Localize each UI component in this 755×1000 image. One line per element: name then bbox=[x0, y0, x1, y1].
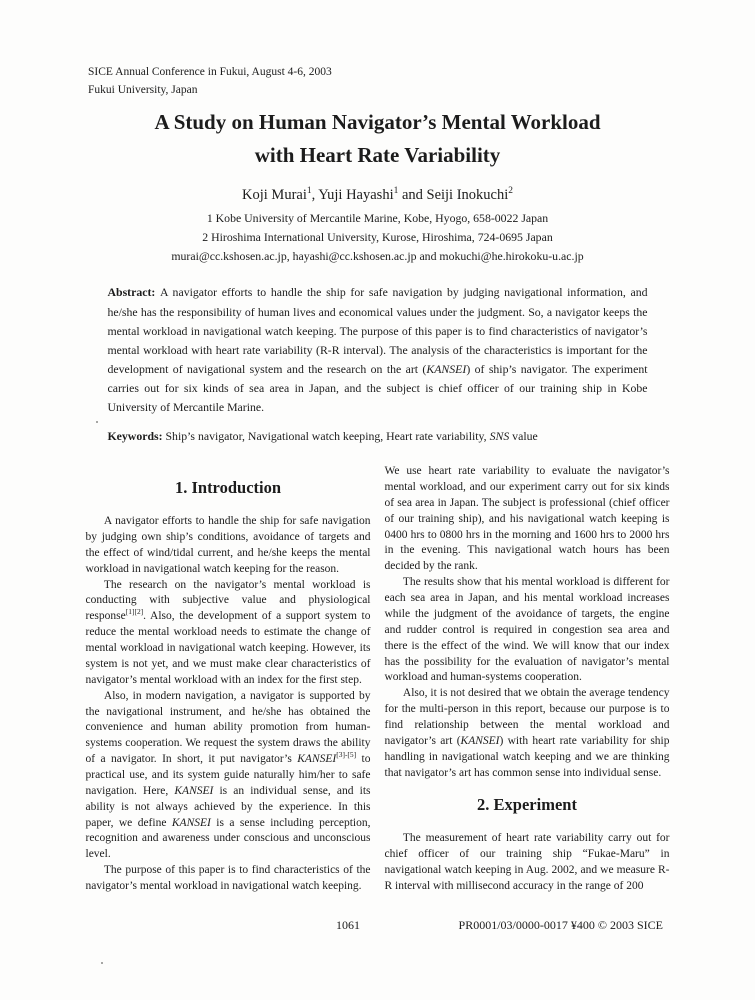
text-segment: value bbox=[509, 429, 538, 444]
text-segment: [3]-[5] bbox=[336, 750, 357, 760]
text-segment: 1 bbox=[306, 186, 312, 197]
text-segment: KANSEI bbox=[460, 734, 500, 747]
author-emails: murai@cc.kshosen.ac.jp, hayashi@cc.kshosen.ac.jp and mokuchi@he.hirokoku-u.ac.jp bbox=[171, 249, 584, 264]
text-segment: ) with heart rate variability for ship handling in navigational watch keeping and we are thinking that navigator’s art has common sense into individual sense. bbox=[384, 734, 670, 779]
text-segment: A navigator efforts to handle the ship for safe navigation by judging navigational information, and he/she has the responsibility of human lives and economical values under the judgment. So, a navigator keeps the mental workload in navigational watch keeping. The purpose of this paper is to find characteristics of navigator’s mental workload with heart rate variability (R-R interval). The analysis of the characteristics is important for the development of navigational system and the research on the art ( bbox=[107, 285, 648, 376]
copyright-notice: PR0001/03/0000-0017 ¥400 © 2003 SICE bbox=[458, 918, 663, 932]
text-segment: We use heart rate variability to evaluate the navigator’s mental workload, and our experiment carry out for six kinds of sea area in Japan. The subject is professional (chief officer of our training ship), and his navigational watch keeping is 0400 hrs to 0800 hrs in the morning and 1600 hrs to 2000 hrs in the evening. This navigational watch hours has been decided by the rank. bbox=[384, 465, 670, 573]
text-segment: Koji Murai bbox=[242, 187, 307, 204]
affiliation-2: 2 Hiroshima International University, Kurose, Hiroshima, 724-0695 Japan bbox=[202, 230, 553, 245]
text-segment: 2 bbox=[508, 186, 513, 197]
text-segment: The research on the navigator’s mental workload is conducting with subjective value and physiological response bbox=[85, 578, 371, 623]
text-segment: KANSEI bbox=[174, 784, 214, 797]
text-segment: is a sense including perception, recognition and awareness under conscious and unconscious level. bbox=[85, 816, 371, 861]
conference-header bbox=[88, 64, 332, 100]
text-segment: [1][2] bbox=[125, 607, 144, 617]
text-segment: . Also, the development of a support system to reduce the mental workload needs to estimate the change of mental workload in navigational watch keeping. However, its system is not yet, and we must make clear characteristics of navigator’s mental workload with an index for the first step. bbox=[85, 610, 371, 686]
text-segment: KANSEI bbox=[426, 361, 467, 376]
scan-artifact-dot bbox=[96, 421, 98, 423]
section-heading: 1. Introduction bbox=[174, 478, 282, 498]
paragraph bbox=[385, 831, 670, 894]
abstract bbox=[108, 283, 648, 417]
paragraph bbox=[385, 464, 670, 575]
text-segment: Ship’s navigator, Navigational watch keeping, Heart rate variability, bbox=[165, 429, 490, 444]
paper-title bbox=[60, 106, 695, 171]
right-column bbox=[385, 464, 670, 895]
affiliation-1: 1 Kobe University of Mercantile Marine, Kobe, Hyogo, 658-0022 Japan bbox=[206, 211, 549, 226]
paper-content bbox=[0, 106, 755, 895]
paragraph bbox=[86, 578, 371, 689]
text-segment: A navigator efforts to handle the ship for safe navigation by judging own ship’s conditions, avoidance of targets and the effect of wind/tidal current, and he/she keeps the mental workload in navigational watch keeping for the reason. bbox=[85, 515, 371, 575]
scan-artifact-dot bbox=[101, 962, 103, 964]
title-line-1: A Study on Human Navigator’s Mental Workload bbox=[154, 110, 601, 134]
conference-name: SICE Annual Conference in Fukui, August 4-6, 2003 bbox=[88, 66, 332, 78]
text-segment: Also, it is not desired that we obtain the average tendency for the multi-person in this report, because our purpose is to find relationship between the mental workload and navigator’s art ( bbox=[384, 687, 670, 747]
paragraph bbox=[86, 514, 371, 577]
text-segment: Also, in modern navigation, a navigator is supported by the navigational instrument, and he/she has obtained the convenience and human ability promotion from human-systems cooperation. We request the system draws the ability of a navigator. In short, it put navigator’s bbox=[85, 689, 371, 766]
text-segment: The purpose of this paper is to find characteristics of the navigator’s mental workload in navigational watch keeping. bbox=[85, 864, 371, 892]
text-segment: 1 bbox=[393, 186, 399, 197]
text-segment: The measurement of heart rate variability carry out for chief officer of our training ship “Fukae-Maru” in navigational watch keeping in Aug. 2002, and we measure R-R interval with millisecond accuracy in the range of 200 bbox=[384, 832, 670, 892]
text-segment: Keywords: bbox=[107, 429, 166, 444]
keywords bbox=[108, 429, 648, 444]
conference-location: Fukui University, Japan bbox=[88, 83, 198, 96]
affiliations-block bbox=[0, 209, 755, 266]
text-segment: and Seiji Inokuchi bbox=[398, 187, 509, 204]
text-segment: Abstract: bbox=[107, 285, 161, 300]
title-line-2: with Heart Rate Variability bbox=[254, 142, 501, 167]
paragraph bbox=[86, 863, 371, 895]
two-column-body bbox=[86, 464, 670, 895]
text-segment: ) of ship’s navigator. The experiment carries out for six kinds of sea area in Japan, and the subject is chief officer of our training ship in Kobe University of Mercantile Marine. bbox=[107, 361, 648, 415]
text-segment: to practical use, and its system guide naturally him/her to safe navigation. Here, bbox=[85, 753, 371, 797]
paragraph bbox=[385, 575, 670, 686]
section-heading: 2. Experiment bbox=[477, 795, 577, 815]
text-segment: , Yuji Hayashi bbox=[311, 187, 394, 204]
authors-line bbox=[0, 187, 755, 204]
page-number: 1061 bbox=[336, 918, 360, 932]
paragraph bbox=[86, 689, 371, 863]
paragraph bbox=[385, 686, 670, 781]
text-segment: KANSEI bbox=[171, 816, 211, 829]
text-segment: KANSEI bbox=[297, 753, 337, 766]
text-segment: The results show that his mental workload is different for each sea area in Japan, and his mental workload increases while the judgment of the avoidance of targets, the engine and rudder control is required in congestion sea area and there is the effect of the wind. We will know that our index has the possibility for the evaluation of navigator’s mental workload and human-systems cooperation. bbox=[384, 576, 670, 684]
left-column bbox=[86, 464, 371, 895]
text-segment: is an individual sense, and its ability is not always achieved by the experience. In this paper, we define bbox=[85, 784, 371, 829]
text-segment: SNS bbox=[489, 429, 510, 444]
